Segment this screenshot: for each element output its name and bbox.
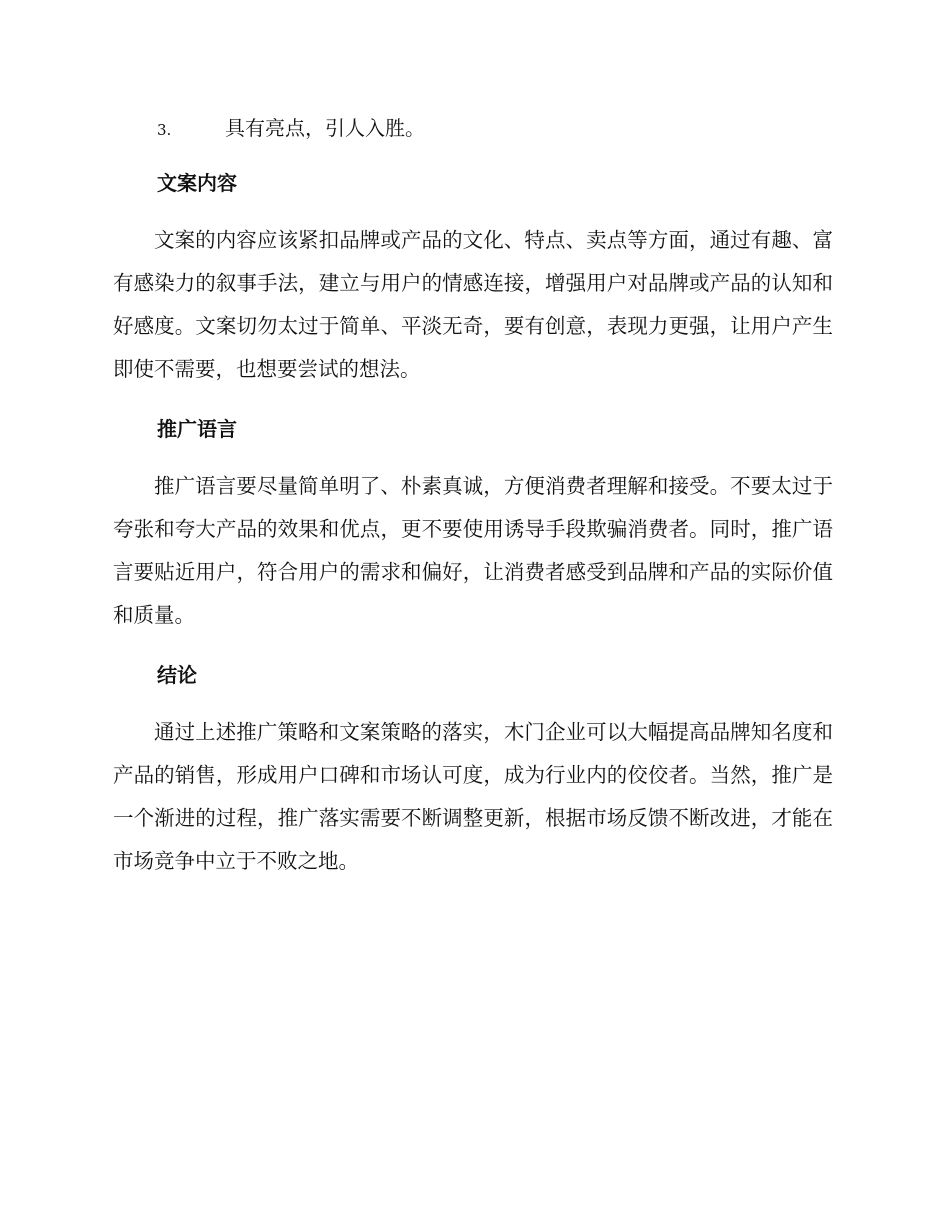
document-body [113, 108, 833, 901]
list-item [157, 108, 833, 148]
section-heading-conclusion: 结论 [157, 663, 197, 687]
section-heading-copy-content: 文案内容 [157, 171, 237, 195]
section-paragraph-promotion-language: 推广语言要尽量简单明了、朴素真诚，方便消费者理解和接受。不要太过于夸张和夸大产品的效果和优点，更不要使用诱导手段欺骗消费者。同时，推广语言要贴近用户，符合用户的需求和偏好，让消费者感受到品牌和产品的实际价值和质量。 [113, 474, 833, 627]
section-paragraph-copy-content: 文案的内容应该紧扣品牌或产品的文化、特点、卖点等方面，通过有趣、富有感染力的叙事手法，建立与用户的情感连接，增强用户对品牌或产品的认知和好感度。文案切勿太过于简单、平淡无奇，要有创意，表现力更强，让用户产生即使不需要，也想要尝试的想法。 [113, 228, 833, 381]
list-item-number: 3. [157, 121, 172, 139]
list-item-text: 具有亮点，引人入胜。 [225, 116, 425, 140]
section-paragraph-conclusion: 通过上述推广策略和文案策略的落实，木门企业可以大幅提高品牌知名度和产品的销售，形成用户口碑和市场认可度，成为行业内的佼佼者。当然，推广是一个渐进的过程，推广落实需要不断调整更新，根据市场反馈不断改进，才能在市场竞争中立于不败之地。 [113, 720, 833, 873]
section-heading-promotion-language: 推广语言 [157, 417, 237, 441]
